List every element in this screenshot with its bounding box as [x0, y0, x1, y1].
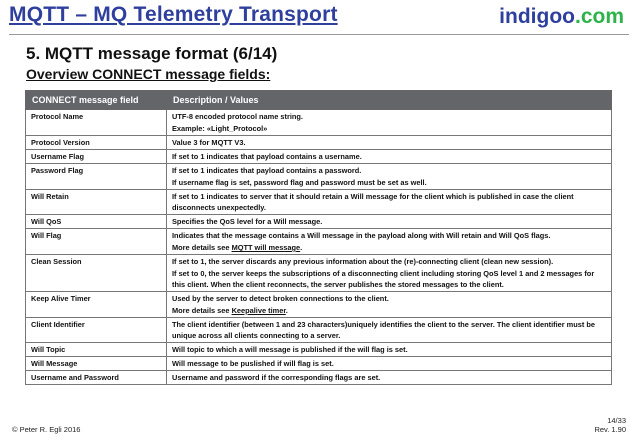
field-description-cell	[167, 292, 612, 318]
column-header-description: Description / Values	[167, 91, 612, 110]
logo-text-domain: .com	[574, 5, 624, 28]
description-line: Username and password if the corresponding flags are set.	[172, 373, 381, 382]
field-name-cell: Username and Password	[26, 371, 167, 385]
more-details-link[interactable]: Keepalive timer	[231, 306, 286, 315]
description-line: Specifies the QoS level for a Will message.	[172, 217, 323, 226]
revision-label: Rev. 1.90	[594, 425, 626, 434]
copyright-notice: © Peter R. Egli 2016	[12, 425, 81, 434]
column-header-field: CONNECT message field	[26, 91, 167, 110]
field-name-cell: Protocol Version	[26, 136, 167, 150]
table-row	[26, 136, 612, 150]
description-line: Will message to be puslished if will flag is set.	[172, 359, 334, 368]
field-description-cell	[167, 110, 612, 136]
field-name-cell: Will Retain	[26, 190, 167, 215]
more-details-suffix: .	[300, 243, 303, 252]
description-line: Example: «Light_Protocol»	[172, 124, 268, 133]
field-description-cell	[167, 343, 612, 357]
description-line: Will topic to which a will message is published if the will flag is set.	[172, 345, 408, 354]
description-line: Indicates that the message contains a Will message in the payload along with Will retain and Will QoS flags.	[172, 231, 551, 240]
field-description-cell	[167, 215, 612, 229]
field-description-cell	[167, 164, 612, 190]
description-line: If set to 1 indicates that payload contains a password.	[172, 166, 362, 175]
field-name-cell: Keep Alive Timer	[26, 292, 167, 318]
field-description-cell	[167, 318, 612, 343]
field-name-cell: Will Topic	[26, 343, 167, 357]
field-description-cell	[167, 190, 612, 215]
table-row	[26, 343, 612, 357]
field-name-cell: Protocol Name	[26, 110, 167, 136]
table-row	[26, 110, 612, 136]
field-description-cell	[167, 150, 612, 164]
description-line: If username flag is set, password flag and password must be set as well.	[172, 178, 427, 187]
table-row	[26, 215, 612, 229]
table-row	[26, 318, 612, 343]
field-name-cell: Will QoS	[26, 215, 167, 229]
description-line: Value 3 for MQTT V3.	[172, 138, 246, 147]
field-description-cell	[167, 136, 612, 150]
more-details-line	[172, 305, 606, 316]
description-line: If set to 1 indicates that payload contains a username.	[172, 152, 362, 161]
connect-fields-table	[25, 90, 612, 385]
table-row	[26, 292, 612, 318]
field-description-cell	[167, 229, 612, 255]
more-details-prefix: More details see	[172, 306, 232, 315]
more-details-line	[172, 242, 606, 253]
description-line: The client identifier (between 1 and 23 characters)uniquely identifies the client to the server. The client identifier must be unique across all clients connecting to a server.	[172, 320, 596, 340]
field-name-cell: Password Flag	[26, 164, 167, 190]
page-number: 14/33	[607, 416, 626, 425]
description-line: Used by the server to detect broken connections to the client.	[172, 294, 389, 303]
indigoo-logo	[499, 5, 624, 29]
header-divider	[9, 34, 629, 35]
field-description-cell	[167, 371, 612, 385]
page-info	[594, 416, 626, 434]
table-row	[26, 164, 612, 190]
description-line: UTF-8 encoded protocol name string.	[172, 112, 303, 121]
field-name-cell: Username Flag	[26, 150, 167, 164]
table-row	[26, 150, 612, 164]
slide-heading: 5. MQTT message format (6/14)	[26, 44, 278, 63]
more-details-link[interactable]: MQTT will message	[231, 243, 301, 252]
more-details-suffix: .	[285, 306, 288, 315]
field-name-cell: Will Message	[26, 357, 167, 371]
description-line: If set to 1, the server discards any previous information about the (re)-connecting client (clean new session).	[172, 257, 554, 266]
table-row	[26, 255, 612, 292]
table-row	[26, 357, 612, 371]
field-description-cell	[167, 357, 612, 371]
more-details-prefix: More details see	[172, 243, 232, 252]
description-line: If set to 0, the server keeps the subscriptions of a disconnecting client including storing QoS level 1 and 2 messages for this client. When the client reconnects, the server publishes the stored messages to the client.	[172, 269, 595, 289]
table-header-row	[26, 91, 612, 110]
table-row	[26, 229, 612, 255]
table-row	[26, 190, 612, 215]
field-name-cell: Will Flag	[26, 229, 167, 255]
slide-subheading: Overview CONNECT message fields:	[26, 66, 271, 82]
slide-series-title: MQTT – MQ Telemetry Transport	[9, 3, 338, 26]
table-row	[26, 371, 612, 385]
field-name-cell: Client Identifier	[26, 318, 167, 343]
field-name-cell: Clean Session	[26, 255, 167, 292]
field-description-cell	[167, 255, 612, 292]
description-line: If set to 1 indicates to server that it should retain a Will message for the client which is published in case the client disconnects unexpectedly.	[172, 192, 574, 212]
logo-text-main: indigoo	[499, 5, 575, 28]
